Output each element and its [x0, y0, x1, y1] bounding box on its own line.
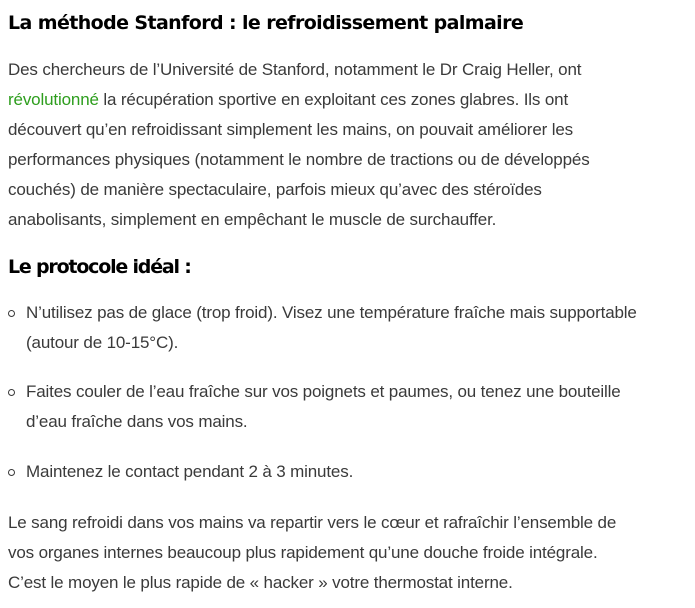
intro-line-2 [8, 85, 695, 115]
outro-paragraph [8, 508, 695, 598]
revolutionne-link[interactable]: révolutionné [8, 90, 99, 109]
intro-line-1: Des chercheurs de l’Université de Stanford, notamment le Dr Craig Heller, ont [8, 60, 582, 79]
outro-line-1: Le sang refroidi dans vos mains va repartir vers le cœur et rafraîchir l’ensemble de [8, 513, 617, 532]
list-item [8, 377, 692, 437]
intro-line-3: découvert qu’en refroidissant simplement les mains, on pouvait améliorer les [8, 120, 573, 139]
protocol-list [8, 298, 692, 487]
intro-line-6: anabolisants, simplement en empêchant le muscle de surchauffer. [8, 210, 497, 229]
list-item-line: (autour de 10-15°C). [26, 333, 179, 352]
intro-line-4: performances physiques (notamment le nombre de tractions ou de développés [8, 150, 590, 169]
list-item-line: N’utilisez pas de glace (trop froid). Visez une température fraîche mais supportable [26, 303, 637, 322]
list-item-line: d’eau fraîche dans vos mains. [26, 412, 248, 431]
list-item [8, 298, 692, 358]
section-title: La méthode Stanford : le refroidissement palmaire [8, 12, 524, 34]
intro-line-5: couchés) de manière spectaculaire, parfois mieux qu’avec des stéroïdes [8, 180, 542, 199]
protocol-subtitle: Le protocole idéal : [8, 256, 191, 278]
intro-paragraph [8, 55, 695, 235]
list-item-line: Faites couler de l’eau fraîche sur vos poignets et paumes, ou tenez une bouteille [26, 382, 621, 401]
list-item [8, 457, 692, 487]
circle-bullet-icon [8, 310, 15, 317]
outro-line-3: C’est le moyen le plus rapide de « hacker » votre thermostat interne. [8, 573, 513, 592]
circle-bullet-icon [8, 389, 15, 396]
list-item-line: Maintenez le contact pendant 2 à 3 minutes. [26, 462, 354, 481]
outro-line-2: vos organes internes beaucoup plus rapidement qu’une douche froide intégrale. [8, 543, 598, 562]
circle-bullet-icon [8, 469, 15, 476]
intro-line-2-text: la récupération sportive en exploitant ces zones glabres. Ils ont [98, 90, 569, 109]
